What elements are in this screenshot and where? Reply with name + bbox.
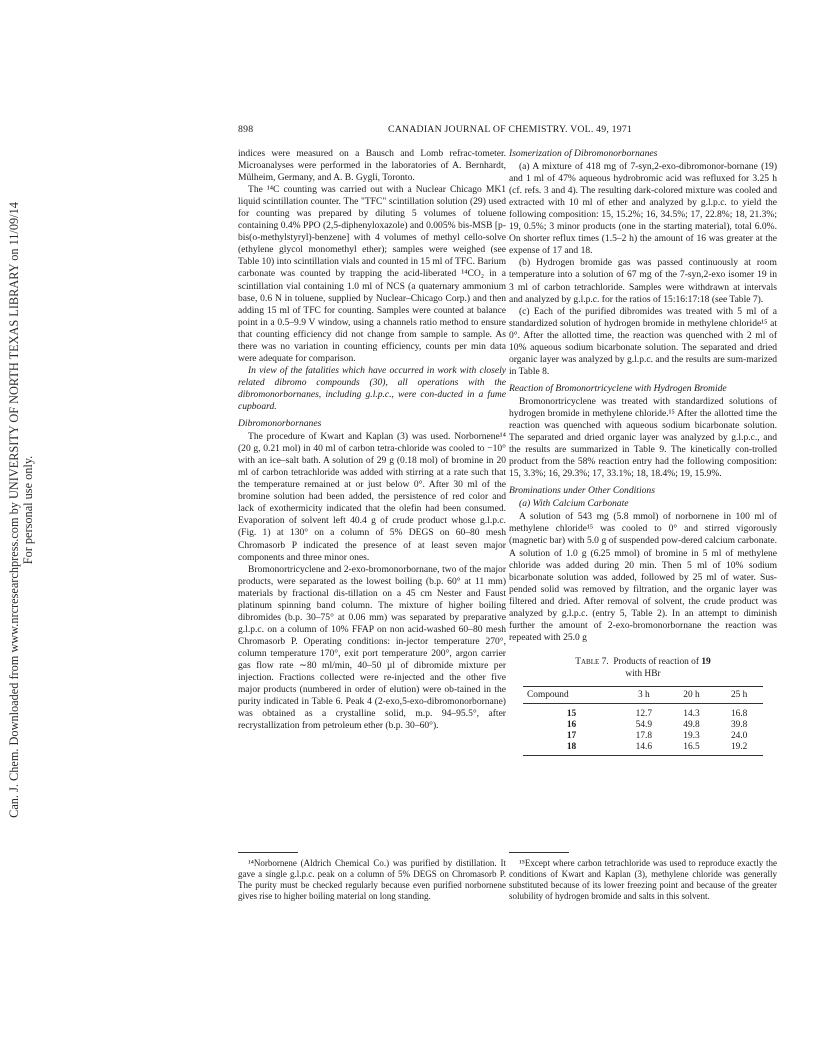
table-cell: 17 — [566, 731, 577, 742]
footnotes-left — [238, 852, 506, 902]
table-cell: 49.8 — [683, 720, 700, 731]
paragraph-safety-warning: In view of the fatalities which have occurred in work with closely related dibromo compounds (30), all operations with the dibromonorbornanes, including g.l.p.c., were con-ducted in a fume cupboard. — [238, 364, 506, 412]
table-cell: 54.9 — [635, 720, 653, 731]
table-cell: 18 — [523, 742, 620, 756]
column-header: 25 h — [715, 686, 763, 703]
heading-dibromonorbornanes: Dibromonorbornanes — [238, 418, 322, 430]
paragraph-counting: The ¹⁴C counting was carried out with a Nuclear Chicago MK1 liquid scintillation counter. The "TFC" scintillation solution (29) used for counting was prepared by diluting 5 volumes of toluene containing 0.4% PPO (2,5-diphenyloxazole) and 0.005% bis-MSB [p-bis(o-methylstyryl)-benzene] with 4 volumes of methyl cello-solve (ethylene glycol monomethyl ether); samples were weighed (see Table 10) into scintillation vials and counted in 15 ml of TFC. Barium carbonate was counted by trapping the acid-liberated ¹⁴CO₂ in a scintillation vial containing 1.0 ml of NCS (a quaternary ammonium base, 0.6 N in toluene, supplied by Nuclear–Chicago Corp.) and then adding 15 ml of TFC for counting. Samples were counted at balance point in a 0.5–9.9 V window, using a channels ratio method to ensure that counting efficiency did not change from sample to sample. As there was no variation in counting efficiency, counts per min data were adequate for comparison. — [238, 184, 506, 364]
heading-isomerization: Isomerization of Dibromonorbornanes — [509, 148, 658, 159]
footnote-rule — [238, 852, 298, 853]
paragraph-isomerization-c: (c) Each of the purified dibromides was treated with 5 ml of a standardized solution of hydrogen bromide in methylene chloride¹⁵ at 0°. After the allotted time, the reaction was quenched with 2 ml of 10% aqueous sodium bicarbonate solution. The separated and dried organic layer was analyzed by g.l.p.c. and the results are sum-marized in Table 8. — [509, 305, 777, 377]
table-cell: 19.3 — [683, 731, 700, 742]
paragraph-procedure: The procedure of Kwart and Kaplan (3) was used. Norbornene¹⁴ (20 g, 0.21 mol) in 40 ml of carbon tetra-chloride was cooled to −10° with an ice–salt bath. A solution of 29 g (0.18 mol) of bromine in 20 ml of carbon tetrachloride was added with stirring at a rate such that the temperature remained at or just below 0°. After 30 ml of the bromine solution had been added, the persistence of red color and lack of exothermicity indicated that the olefin had been consumed. Evaporation of solvent left 40.4 g of crude product whose g.l.p.c. (Fig. 1) at 130° on a column of 5% DEGS on 60–80 mesh Chromasorb P indicated the presence of at least seven major components and three minor ones. — [238, 431, 506, 563]
page-number: 898 — [238, 124, 254, 135]
table-7-caption-text-2: with HBr — [625, 668, 661, 679]
personal-use-line: For personal use only. — [21, 455, 35, 565]
table-row — [523, 720, 763, 731]
heading-brominations: Brominations under Other Conditions — [509, 485, 655, 497]
table-cell: 14.6 — [620, 742, 668, 756]
table-7-compound-ref: 19 — [701, 656, 711, 667]
column-header: Compound — [523, 686, 620, 703]
journal-title: CANADIAN JOURNAL OF CHEMISTRY. VOL. 49, 1971 — [388, 124, 633, 135]
paragraph-isomerization-b: (b) Hydrogen bromide gas was passed continuously at room temperature into a solution of 67 mg of the 7-syn,2-exo isomer 19 in 3 ml of carbon tetrachloride. Samples were withdrawn at intervals and analyzed by g.l.p.c. for the ratios of 15:16:17:18 (see Table 7). — [509, 257, 777, 305]
right-column — [509, 148, 777, 756]
table-row — [523, 731, 763, 742]
paragraph-separation: Bromonortricyclene and 2-exo-bromonorbornane, two of the major products, were separated as the lowest boiling (b.p. 60° at 11 mm) materials by fractional dis-tillation on a 45 cm Nester and Faust platinum spinning band column. The mixture of higher boiling dibromides (b.p. 30–75° at 0.06 mm) was separated by preparative g.l.p.c. on a column of 10% FFAP on non acid-washed 60–80 mesh Chromasorb P. Operating conditions: in-jector temperature 270°, column temperature 170°, exit port temperature 200°, argon carrier gas flow rate ∼80 ml/min, 40–50 µl of dibromide mixture per injection. Fractions collected were re-injected and the other five major products (numbered in order of elution) were ob-tained in the purity indicated in Table 6. Peak 4 (2-exo,5-exo-dibromonorbornane) was obtained as a crystalline solid, m.p. 94–95.5°, after recrystallization from petroleum ether (b.p. 30–60°). — [238, 563, 506, 732]
paragraph-isomerization-a: (a) A mixture of 418 mg of 7-syn,2-exo-dibromonor-bornane (19) and 1 ml of 47% aqueous hydrobromic acid was refluxed for 3.25 h (cf. refs. 3 and 4). The resulting dark-colored mixture was cooled and extracted with 10 ml of ether and analyzed by g.l.p.c. to yield the following composition: 15, 15.2%; 16, 34.5%; 17, 22.8%; 18, 21.3%; 19, 0.5%; 3 minor products (one in the starting material), total 6.0%. On shorter reflux times (1.5–2 h) the amount of 16 was greater at the expense of 17 and 18. — [509, 161, 777, 257]
table-cell: 19.2 — [715, 742, 763, 756]
table-cell: 16 — [566, 720, 577, 731]
footnote-14: ¹⁴Norbornene (Aldrich Chemical Co.) was purified by distillation. It gave a single g.l.p.c. peak on a column of 5% DEGS on Chromasorb P. The purity must be checked regularly because even purified norbornene gives rise to higher boiling material on long standing. — [238, 858, 506, 901]
table-7-label: Table 7. — [575, 656, 609, 667]
table-header-row — [523, 686, 763, 703]
table-cell: 15 — [566, 709, 577, 720]
table-cell: 17.8 — [635, 731, 653, 742]
paragraph-reaction-hbr: Bromonortricyclene was treated with standardized solutions of hydrogen bromide in methylene chloride.¹⁵ After the allotted time the reaction was quenched with aqueous sodium bicarbonate solution. The separated and dried organic layer was analyzed by g.l.p.c., and the results are summarized in Table 9. The kinetically con-trolled product from the 58% reaction entry had the following composition: 15, 3.3%; 16, 29.3%; 17, 33.1%; 18, 18.4%; 19, 15.9%. — [509, 395, 777, 480]
heading-reaction-hbr: Reaction of Bromonortricyclene with Hydrogen Bromide — [509, 382, 727, 394]
download-source-line: Can. J. Chem. Downloaded from www.nrcresearchpress.com by UNIVERSITY OF NORTH TEXAS LIBRARY on 11/09/14 — [7, 202, 21, 818]
heading-calcium-carbonate: (a) With Calcium Carbonate — [519, 498, 629, 510]
table-7-caption-text: Products of reaction of — [613, 656, 699, 667]
table-cell: 39.8 — [730, 720, 748, 731]
column-header: 20 h — [668, 686, 716, 703]
footnote-15: ¹⁵Except where carbon tetrachloride was used to reproduce exactly the conditions of Kwart and Kaplan (3), methylene chloride was generally substituted because of its lower freezing point and because of the greater solubility of hydrogen bromide and salts in this solvent. — [509, 858, 777, 901]
paragraph-refractometer: indices were measured on a Bausch and Lomb refrac-tometer. Microanalyses were performed in the laboratories of A. Bernhardt, Mülheim, Germany, and A. B. Gygli, Toronto. — [238, 148, 506, 184]
table-7 — [523, 686, 763, 756]
left-column — [238, 148, 506, 732]
table-7-caption — [509, 656, 777, 680]
table-row — [523, 704, 763, 721]
paragraph-calcium-carbonate: A solution of 543 mg (5.8 mmol) of norbornene in 100 ml of methylene chloride¹⁵ was cooled to 0° and stirred vigorously (magnetic bar) with 5.0 g of suspended pow-dered calcium carbonate. A solution of 1.0 g (6.25 mmol) of bromine in 5 ml of methylene chloride was added during 20 min. Then 5 ml of 10% sodium bicarbonate solution was added, followed by 25 ml of water. Sus-pended solid was removed by filtration, and the organic layer was filtered and dried. After removal of solvent, the crude product was analyzed by g.l.p.c. (entry 5, Table 2). In an attempt to diminish further the amount of 2-exo-bromonorbornane the reaction was repeated with 25.0 g — [509, 511, 777, 643]
table-cell: 16.8 — [730, 709, 748, 720]
table-row — [523, 742, 763, 756]
table-cell: 14.3 — [683, 709, 700, 720]
table-cell: 12.7 — [635, 709, 653, 720]
footnotes-right — [509, 852, 777, 902]
footnote-rule — [509, 852, 569, 853]
table-cell: 24.0 — [730, 731, 748, 742]
table-cell: 16.5 — [668, 742, 716, 756]
column-header: 3 h — [620, 686, 668, 703]
download-watermark — [2, 190, 40, 830]
